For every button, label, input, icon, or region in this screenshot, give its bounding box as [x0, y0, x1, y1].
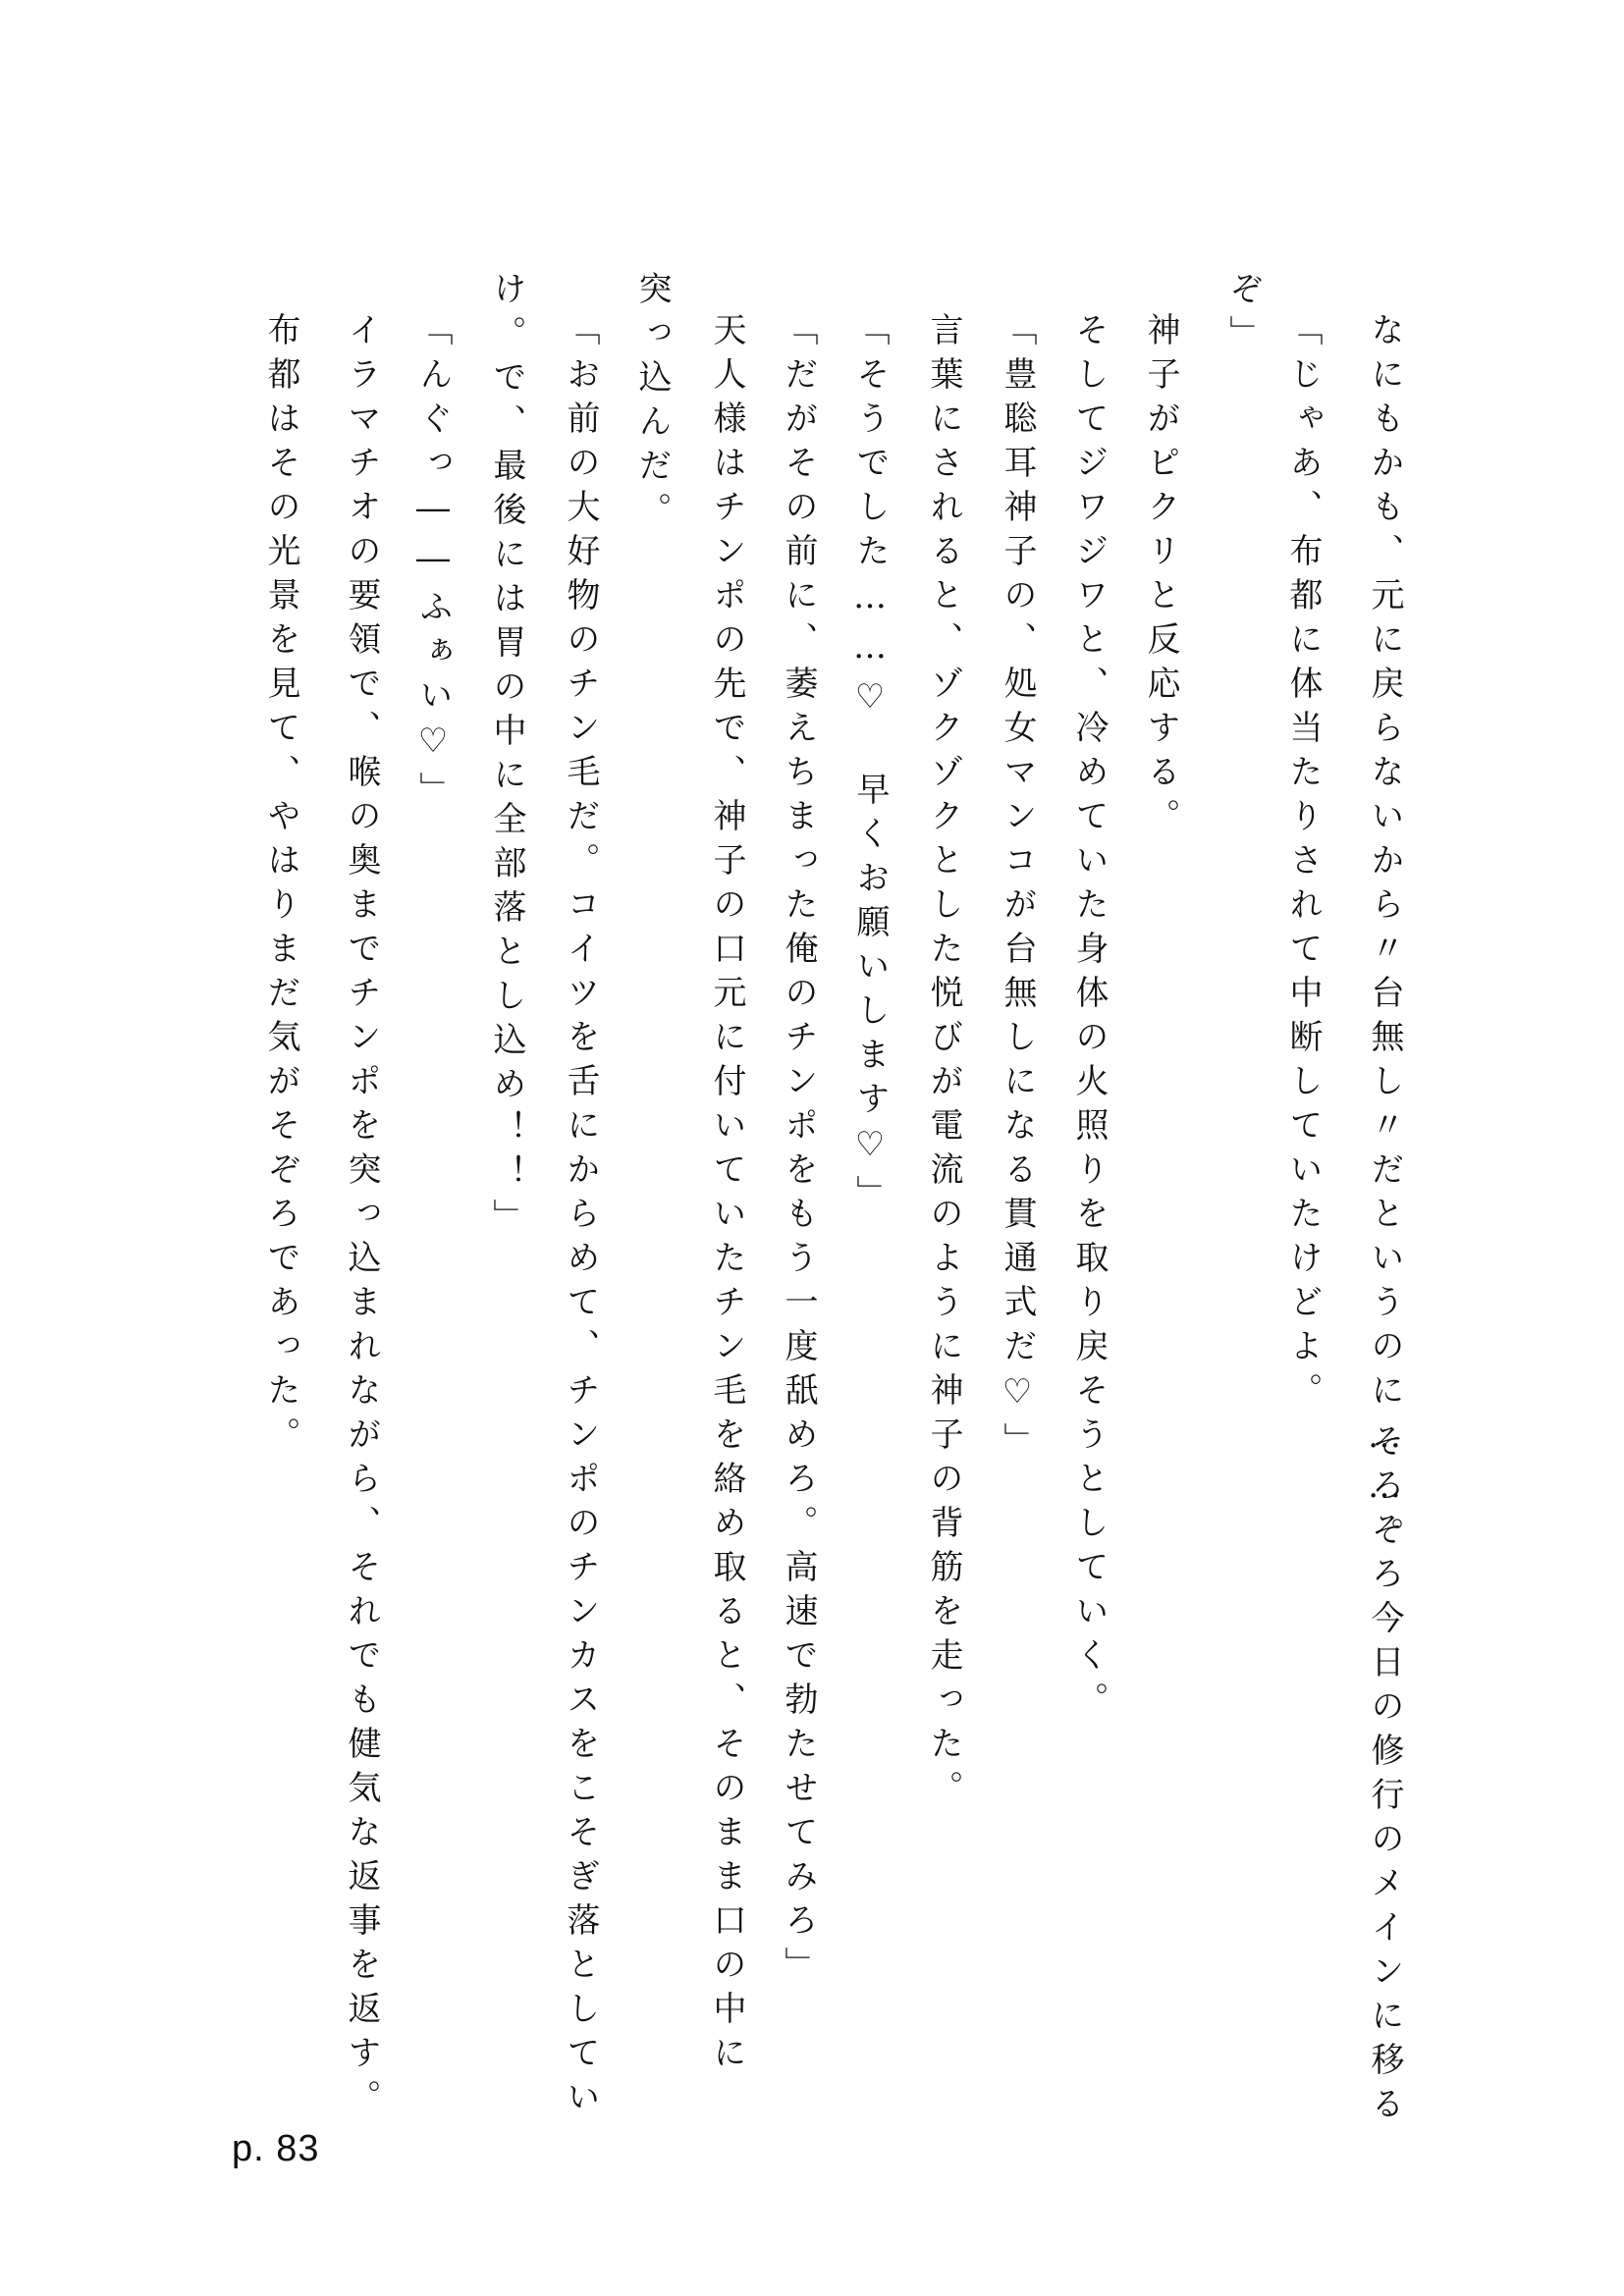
- text-line: そろそろ今日の修行のメインに移る: [1365, 1423, 1404, 2130]
- text-line: そしてジワジワと、冷めていた身体の火照りを取り戻そうとしていく。: [1069, 312, 1109, 1726]
- text-line: 「豊聡耳神子の、処女マンコが台無しになる貫通式だ♡」: [998, 312, 1037, 1467]
- text-line: ぞ」: [1223, 271, 1263, 359]
- page-number: p. 83: [232, 2128, 320, 2169]
- text-line: け。で、最後には胃の中に全部落とし込め！！」: [487, 271, 526, 1243]
- text-line: なにもかも、元に戻らないから〃台無し〃だというのに……。: [1365, 312, 1404, 1561]
- text-line: 言葉にされると、ゾクゾクとした悦びが電流のように神子の背筋を走った。: [924, 312, 963, 1814]
- text-line: イラマチオの要領で、喉の奥までチンポを突っ込まれながら、それでも健気な返事を返す。: [342, 312, 381, 2123]
- text-line: 「お前の大好物のチン毛だ。コイツを舌にからめて、チンポのチンカスをこそぎ落としてい: [561, 312, 600, 2123]
- text-line: 「そうでした……♡ 早くお願いします♡」: [850, 312, 890, 1219]
- text-line: 「じゃあ、布都に体当たりされて中断していたけどよ。: [1283, 312, 1323, 1416]
- text-line: 布都はその光景を見て、やはりまだ気がそぞろであった。: [261, 312, 300, 1461]
- text-line: 神子がピクリと反応する。: [1141, 312, 1180, 842]
- text-line: 「だがその前に、萎えちまった俺のチンポをもう一度舐めろ。高速で勃たせてみろ」: [779, 312, 818, 1991]
- text-line: 突っ込んだ。: [632, 271, 672, 536]
- text-line: 「んぐっ――ふぁい♡」: [413, 312, 453, 816]
- text-line: 天人様はチンポの先で、神子の口元に付いていたチン毛を絡め取ると、そのまま口の中に: [707, 312, 746, 2079]
